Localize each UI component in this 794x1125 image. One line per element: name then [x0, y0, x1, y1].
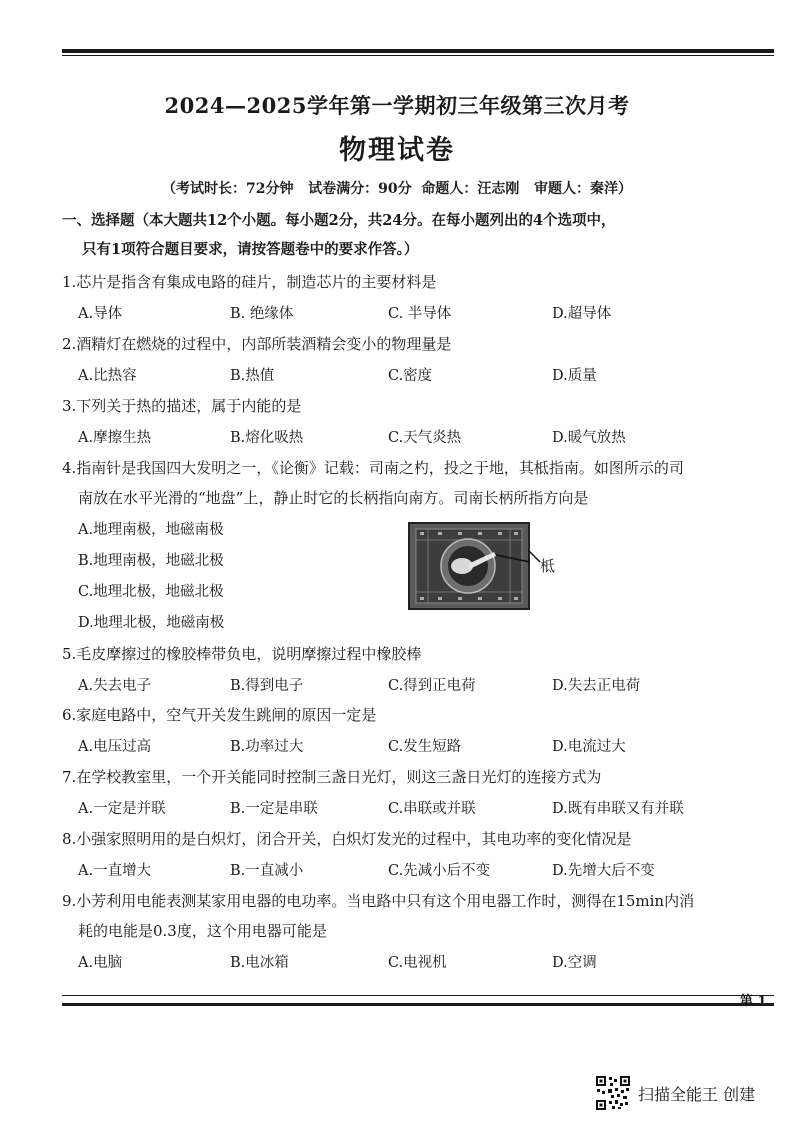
bottom-rule-thin: [62, 995, 774, 996]
section-heading: [62, 209, 616, 230]
q2-option-b: B.热值: [230, 368, 275, 384]
q8-option-b: B.一直减小: [230, 863, 304, 879]
question-4-stem-line-1: 4.指南针是我国四大发明之一，《论衡》记载：司南之杓，投之于地，其柢指南。如图所示的司: [62, 459, 684, 477]
figure-label: 柢: [540, 557, 556, 575]
q1-option-c: C. 半导体: [388, 306, 452, 322]
question-7-stem: 7.在学校教室里，一个开关能同时控制三盏日光灯，则这三盏日光灯的连接方式为: [62, 768, 602, 786]
q9-option-d: D.空调: [552, 955, 597, 971]
q4-option-d: D.地理北极，地磁南极: [78, 615, 225, 631]
scanner-watermark: 扫描全能王 创建: [638, 1085, 756, 1104]
q9-option-c: C.电视机: [388, 955, 447, 971]
q4-option-b: B.地理南极，地磁北极: [78, 553, 224, 569]
exam-title: 2024—2025学年第一学期初三年级第三次月考: [164, 93, 630, 118]
section-instructions-1: （本大题共12个小题。每小题2分，共24分。在每小题列出的4个选项中，: [134, 212, 616, 229]
q8-option-d: D.先增大后不变: [552, 863, 655, 879]
question-1-stem: 1.芯片是指含有集成电路的硅片，制造芯片的主要材料是: [62, 273, 437, 291]
question-2-stem: 2.酒精灯在燃烧的过程中，内部所装酒精会变小的物理量是: [62, 335, 452, 353]
q3-option-c: C.天气炎热: [388, 430, 462, 446]
question-8-stem: 8.小强家照明用的是白炽灯，闭合开关，白炽灯发光的过程中，其电功率的变化情况是: [62, 830, 632, 848]
q3-option-d: D.暖气放热: [552, 430, 626, 446]
q6-option-b: B.功率过大: [230, 739, 304, 755]
q9-option-a: A.电脑: [78, 955, 123, 971]
q5-option-d: D.失去正电荷: [552, 678, 641, 694]
q1-option-a: A.导体: [78, 306, 123, 322]
question-5-stem: 5.毛皮摩擦过的橡胶棒带负电，说明摩擦过程中橡胶棒: [62, 645, 422, 663]
page-number: 第 1: [740, 994, 767, 1009]
q3-option-b: B.熔化吸热: [230, 430, 304, 446]
question-9-stem-line-1: 9.小芳利用电能表测某家用电器的电功率。当电路中只有这个用电器工作时，测得在15min内消: [62, 892, 695, 910]
q7-option-b: B.一定是串联: [230, 801, 318, 817]
bottom-rule-thick: [62, 1003, 774, 1006]
section-instructions-2: 只有1项符合题目要求，请按答题卷中的要求作答。）: [82, 241, 419, 258]
q2-option-c: C.密度: [388, 368, 433, 384]
q6-option-d: D.电流过大: [552, 739, 626, 755]
question-6-stem: 6.家庭电路中，空气开关发生跳闸的原因一定是: [62, 706, 377, 724]
q9-option-b: B.电冰箱: [230, 955, 289, 971]
section-title: 一、选择题: [62, 212, 135, 229]
subject-title: 物理试卷: [339, 135, 455, 166]
q6-option-c: C.发生短路: [388, 739, 462, 755]
q7-option-d: D.既有串联又有并联: [552, 801, 684, 817]
q2-option-a: A.比热容: [78, 368, 137, 384]
q1-option-d: D.超导体: [552, 306, 612, 322]
qr-code-icon: [596, 1076, 630, 1110]
q7-option-c: C.串联或并联: [388, 801, 476, 817]
exam-info: （考试时长：72分钟 试卷满分：90分 命题人：汪志刚 审题人：秦洋）: [162, 181, 632, 197]
question-9-stem-line-2: 耗的电能是0.3度，这个用电器可能是: [78, 922, 327, 940]
q8-option-a: A.一直增大: [78, 863, 152, 879]
top-rule-thick: [62, 49, 774, 53]
q2-option-d: D.质量: [552, 368, 597, 384]
question-3-stem: 3.下列关于热的描述，属于内能的是: [62, 397, 302, 415]
question-4-stem-line-2: 南放在水平光滑的“地盘”上，静止时它的长柄指向南方。司南长柄所指方向是: [78, 489, 589, 507]
sinan-compass-figure: [408, 522, 530, 610]
q3-option-a: A.摩擦生热: [78, 430, 152, 446]
q5-option-b: B.得到电子: [230, 678, 304, 694]
top-rule-thin: [62, 55, 774, 56]
q8-option-c: C.先减小后不变: [388, 863, 491, 879]
q5-option-c: C.得到正电荷: [388, 678, 476, 694]
q1-option-b: B. 绝缘体: [230, 306, 294, 322]
q4-option-c: C.地理北极，地磁北极: [78, 584, 224, 600]
q7-option-a: A.一定是并联: [78, 801, 166, 817]
q5-option-a: A.失去电子: [78, 678, 152, 694]
q6-option-a: A.电压过高: [78, 739, 152, 755]
q4-option-a: A.地理南极，地磁南极: [78, 522, 224, 538]
